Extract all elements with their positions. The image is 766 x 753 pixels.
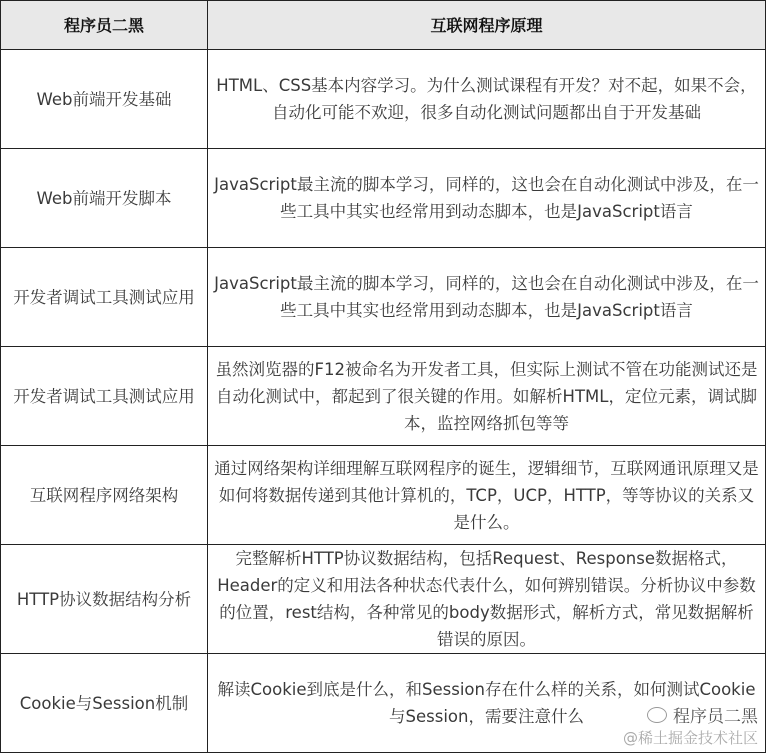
desc-cell: JavaScript最主流的脚本学习，同样的，这也会在自动化测试中涉及，在一些工具中其实也经常用到动态脚本，也是JavaScript语言 [208,248,766,347]
table-row [1,347,766,446]
topic-cell: Web前端开发脚本 [1,149,208,248]
table-row [1,446,766,545]
topic-cell: HTTP协议数据结构分析 [1,545,208,654]
table-row [1,50,766,149]
topic-cell: Web前端开发基础 [1,50,208,149]
topic-cell: 互联网程序网络架构 [1,446,208,545]
watermark-platform: @稀土掘金技术社区 [622,729,758,747]
watermark-account: 程序员二黑 [673,707,758,727]
wechat-icon [647,707,667,723]
watermark [623,702,758,748]
desc-cell: 解读Cookie到底是什么，和Session存在什么样的关系，如何测试Cookie与Session，需要注意什么 [208,654,766,753]
table-row [1,248,766,347]
desc-cell: HTML、CSS基本内容学习。为什么测试课程有开发？对不起，如果不会，自动化可能不欢迎，很多自动化测试问题都出自于开发基础 [208,50,766,149]
topic-cell: 开发者调试工具测试应用 [1,347,208,446]
desc-cell: 通过网络架构详细理解互联网程序的诞生，逻辑细节，互联网通讯原理又是如何将数据传递到其他计算机的，TCP，UCP，HTTP，等等协议的关系又是什么。 [208,446,766,545]
desc-cell: JavaScript最主流的脚本学习，同样的，这也会在自动化测试中涉及，在一些工具中其实也经常用到动态脚本，也是JavaScript语言 [208,149,766,248]
table-row [1,149,766,248]
header-col2: 互联网程序原理 [208,1,766,50]
header-col1: 程序员二黑 [1,1,208,50]
table-row [1,545,766,654]
desc-cell: 虽然浏览器的F12被命名为开发者工具，但实际上测试不管在功能测试还是自动化测试中，都起到了很关键的作用。如解析HTML，定位元素，调试脚本，监控网络抓包等等 [208,347,766,446]
topic-cell: Cookie与Session机制 [1,654,208,753]
desc-cell: 完整解析HTTP协议数据结构，包括Request、Response数据格式，Header的定义和用法各种状态代表什么，如何辨别错误。分析协议中参数的位置，rest结构，各种常见的body数据形式，解析方式，常见数据解析错误的原因。 [208,545,766,654]
table-header-row [1,1,766,50]
topic-cell: 开发者调试工具测试应用 [1,248,208,347]
